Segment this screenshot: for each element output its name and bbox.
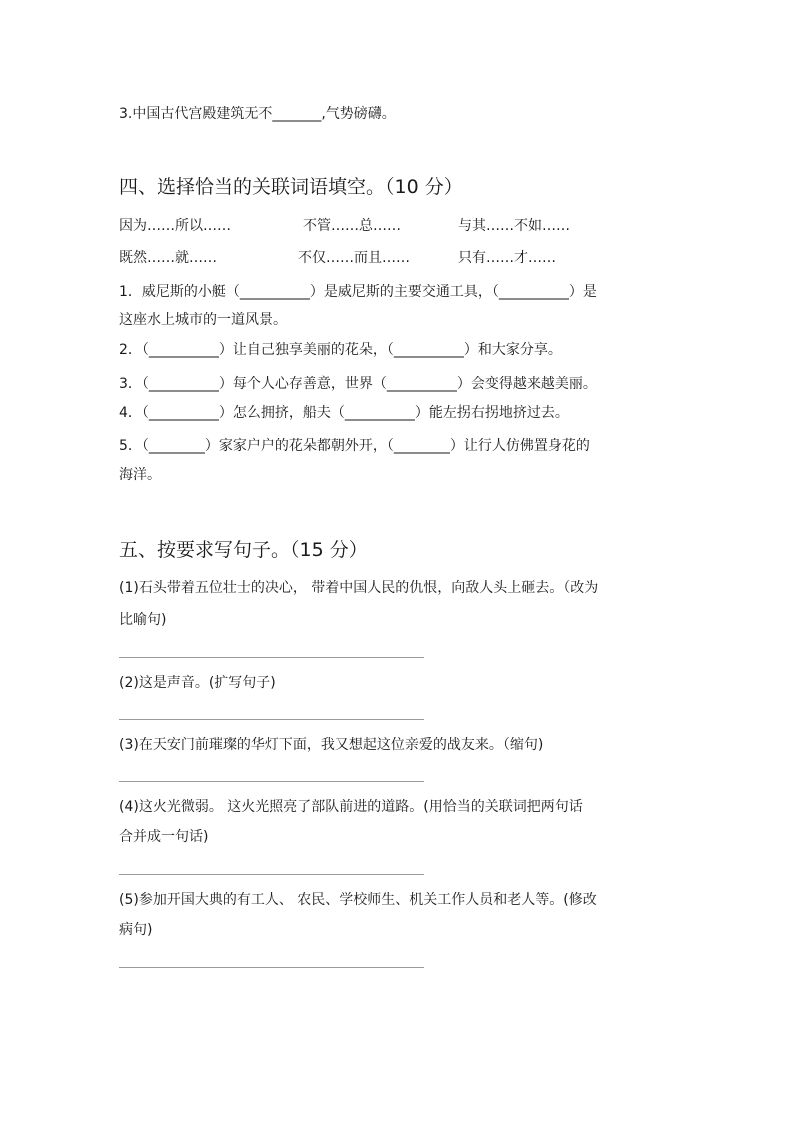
item-4: 4．（__________）怎么拥挤，船夫（__________）能左拐右拐地挤过去。 (119, 405, 569, 421)
sentence-5-line-1: (5)参加开国大典的有工人、 农民、学校师生、机关工作人员和老人等。(修改 (119, 892, 597, 908)
sentence-1-line-1: (1)石头带着五位壮士的决心， 带着中国人民的仇恨，向敌人头上砸去。（改为 (119, 580, 599, 596)
answer-line-2[interactable] (119, 719, 424, 720)
answer-line-3[interactable] (119, 781, 424, 782)
choice-3: 与其……不如…… (458, 218, 570, 234)
question-3-line: 3.中国古代宫殿建筑无不_______,气势磅礴。 (119, 106, 396, 122)
section-5-heading: 五、按要求写句子。（15 分） (119, 539, 368, 561)
choice-5: 不仅……而且…… (298, 250, 410, 266)
sentence-1-line-2: 比喻句) (119, 612, 167, 628)
item-3: 3．（__________）每个人心存善意，世界（__________）会变得越来越美丽。 (119, 376, 597, 392)
sentence-3: (3)在天安门前璀璨的华灯下面，我又想起这位亲爱的战友来。（缩句) (119, 737, 544, 753)
answer-line-5[interactable] (119, 967, 424, 968)
item-2: 2．（__________）让自己独享美丽的花朵，（__________）和大家分享。 (119, 342, 562, 358)
item-5-line-2: 海洋。 (119, 467, 161, 483)
item-1-line-2: 这座水上城市的一道风景。 (119, 312, 287, 328)
section-4-heading: 四、选择恰当的关联词语填空。（10 分） (119, 176, 463, 198)
sentence-4-line-1: (4)这火光微弱。 这火光照亮了部队前进的道路。(用恰当的关联词把两句话 (119, 799, 583, 815)
choice-4: 既然……就…… (119, 250, 217, 266)
answer-line-1[interactable] (119, 657, 424, 658)
choice-6: 只有……才…… (458, 250, 556, 266)
choice-2: 不管……总…… (303, 218, 401, 234)
choice-1: 因为……所以…… (119, 218, 231, 234)
answer-line-4[interactable] (119, 874, 424, 875)
item-1-line-1: 1．威尼斯的小艇（__________）是威尼斯的主要交通工具，（__________）是 (119, 284, 597, 300)
sentence-2: (2)这是声音。(扩写句子) (119, 675, 276, 691)
item-5-line-1: 5．（________）家家户户的花朵都朝外开，（________）让行人仿佛置身花的 (119, 438, 590, 454)
sentence-4-line-2: 合并成一句话) (119, 829, 209, 845)
sentence-5-line-2: 病句) (119, 922, 153, 938)
